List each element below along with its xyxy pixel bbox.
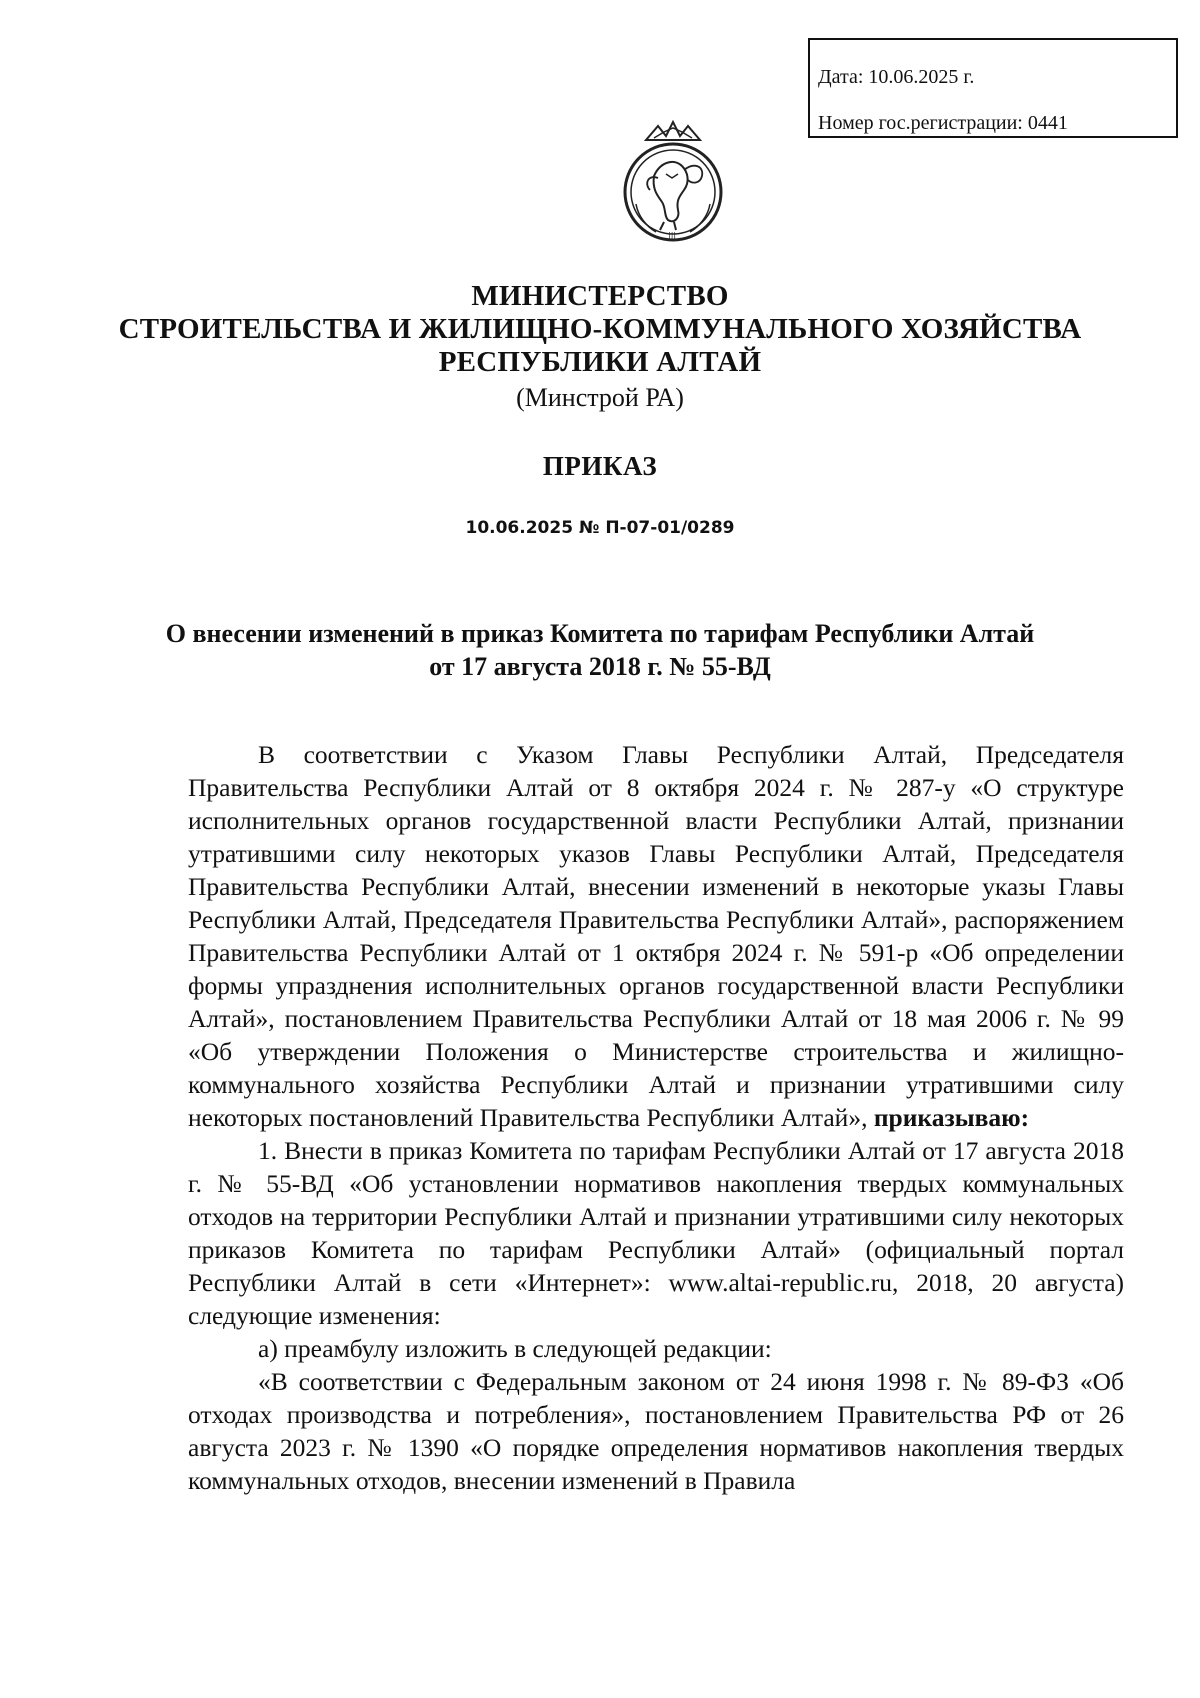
registration-number-value: 0441	[1027, 112, 1068, 134]
coat-of-arms-icon	[618, 118, 728, 248]
svg-text:|||: |||	[668, 231, 677, 240]
registration-number-label: Номер гос.регистрации:	[818, 112, 1023, 134]
document-type-title: ПРИКАЗ	[542, 451, 658, 481]
registration-date-value: 10.06.2025 г.	[868, 66, 975, 88]
registration-stamp-box	[808, 38, 1178, 138]
order-subject	[150, 617, 1050, 683]
order-subject-line1: О внесении изменений в приказ Комитета по тарифам Республики Алтай	[165, 619, 1035, 648]
registration-date-line	[818, 54, 1176, 100]
registration-number-line	[818, 100, 1176, 146]
order-date-number: 10.06.2025 № П-07-01/0289	[465, 518, 735, 538]
body-paragraph-item-1: 1. Внести в приказ Комитета по тарифам Республики Алтай от 17 августа 2018 г. № 55-ВД «Об установлении нормативов накопления твердых коммунальных отходов на территории Республики Алтай и признании утратившими силу некоторых приказов Комитета по тарифам Республики Алтай» (официальный портал Республики Алтай в сети «Интернет»: www.altai-republic.ru, 2018, 20 августа) следующие изменения:	[188, 1136, 1124, 1330]
registration-date-label: Дата:	[818, 66, 864, 88]
ministry-short-name: (Минстрой РА)	[516, 383, 684, 412]
body-paragraph-preamble	[188, 738, 1124, 1134]
document-header	[0, 280, 1200, 482]
ministry-name-line1: МИНИСТЕРСТВО	[471, 280, 729, 312]
body-paragraph-preamble-text: В соответствии с Указом Главы Республики Алтай, Председателя Правительства Республики Алтай от 8 октября 2024 г. № 287-у «О структуре исполнительных органов государственной власти Республики Алтай, признании утратившими силу некоторых указов Главы Республики Алтай, Председателя Правительства Республики Алтай, внесении изменений в некоторые указы Главы Республики Алтай, Председателя Правительства Республики Алтай», распоряжением Правительства Республики Алтай от 1 октября 2024 г. № 591-р «Об определении формы упразднения исполнительных органов государственной власти Республики Алтай», постановлением Правительства Республики Алтай от 18 мая 2006 г. № 99 «Об утверждении Положения о Министерстве строительства и жилищно-коммунального хозяйства Республики Алтай и признании утратившими силу некоторых постановлений Правительства Республики Алтай»,	[188, 740, 1124, 1132]
order-body	[188, 738, 1124, 1497]
ministry-name-line3: РЕСПУБЛИКИ АЛТАЙ	[438, 346, 762, 378]
body-ordering-word: приказываю:	[873, 1103, 1030, 1132]
ministry-name-line2: СТРОИТЕЛЬСТВА И ЖИЛИЩНО-КОММУНАЛЬНОГО ХОЗЯЙСТВА	[118, 313, 1082, 345]
body-paragraph-new-preamble: «В соответствии с Федеральным законом от 24 июня 1998 г. № 89-ФЗ «Об отходах производства и потребления», постановлением Правительства РФ от 26 августа 2023 г. № 1390 «О порядке определения нормативов накопления твердых коммунальных отходов, внесении изменений в Правила	[188, 1367, 1124, 1495]
order-subject-line2: от 17 августа 2018 г. № 55-ВД	[429, 652, 771, 681]
body-paragraph-item-a: а) преамбулу изложить в следующей редакции:	[258, 1334, 772, 1363]
